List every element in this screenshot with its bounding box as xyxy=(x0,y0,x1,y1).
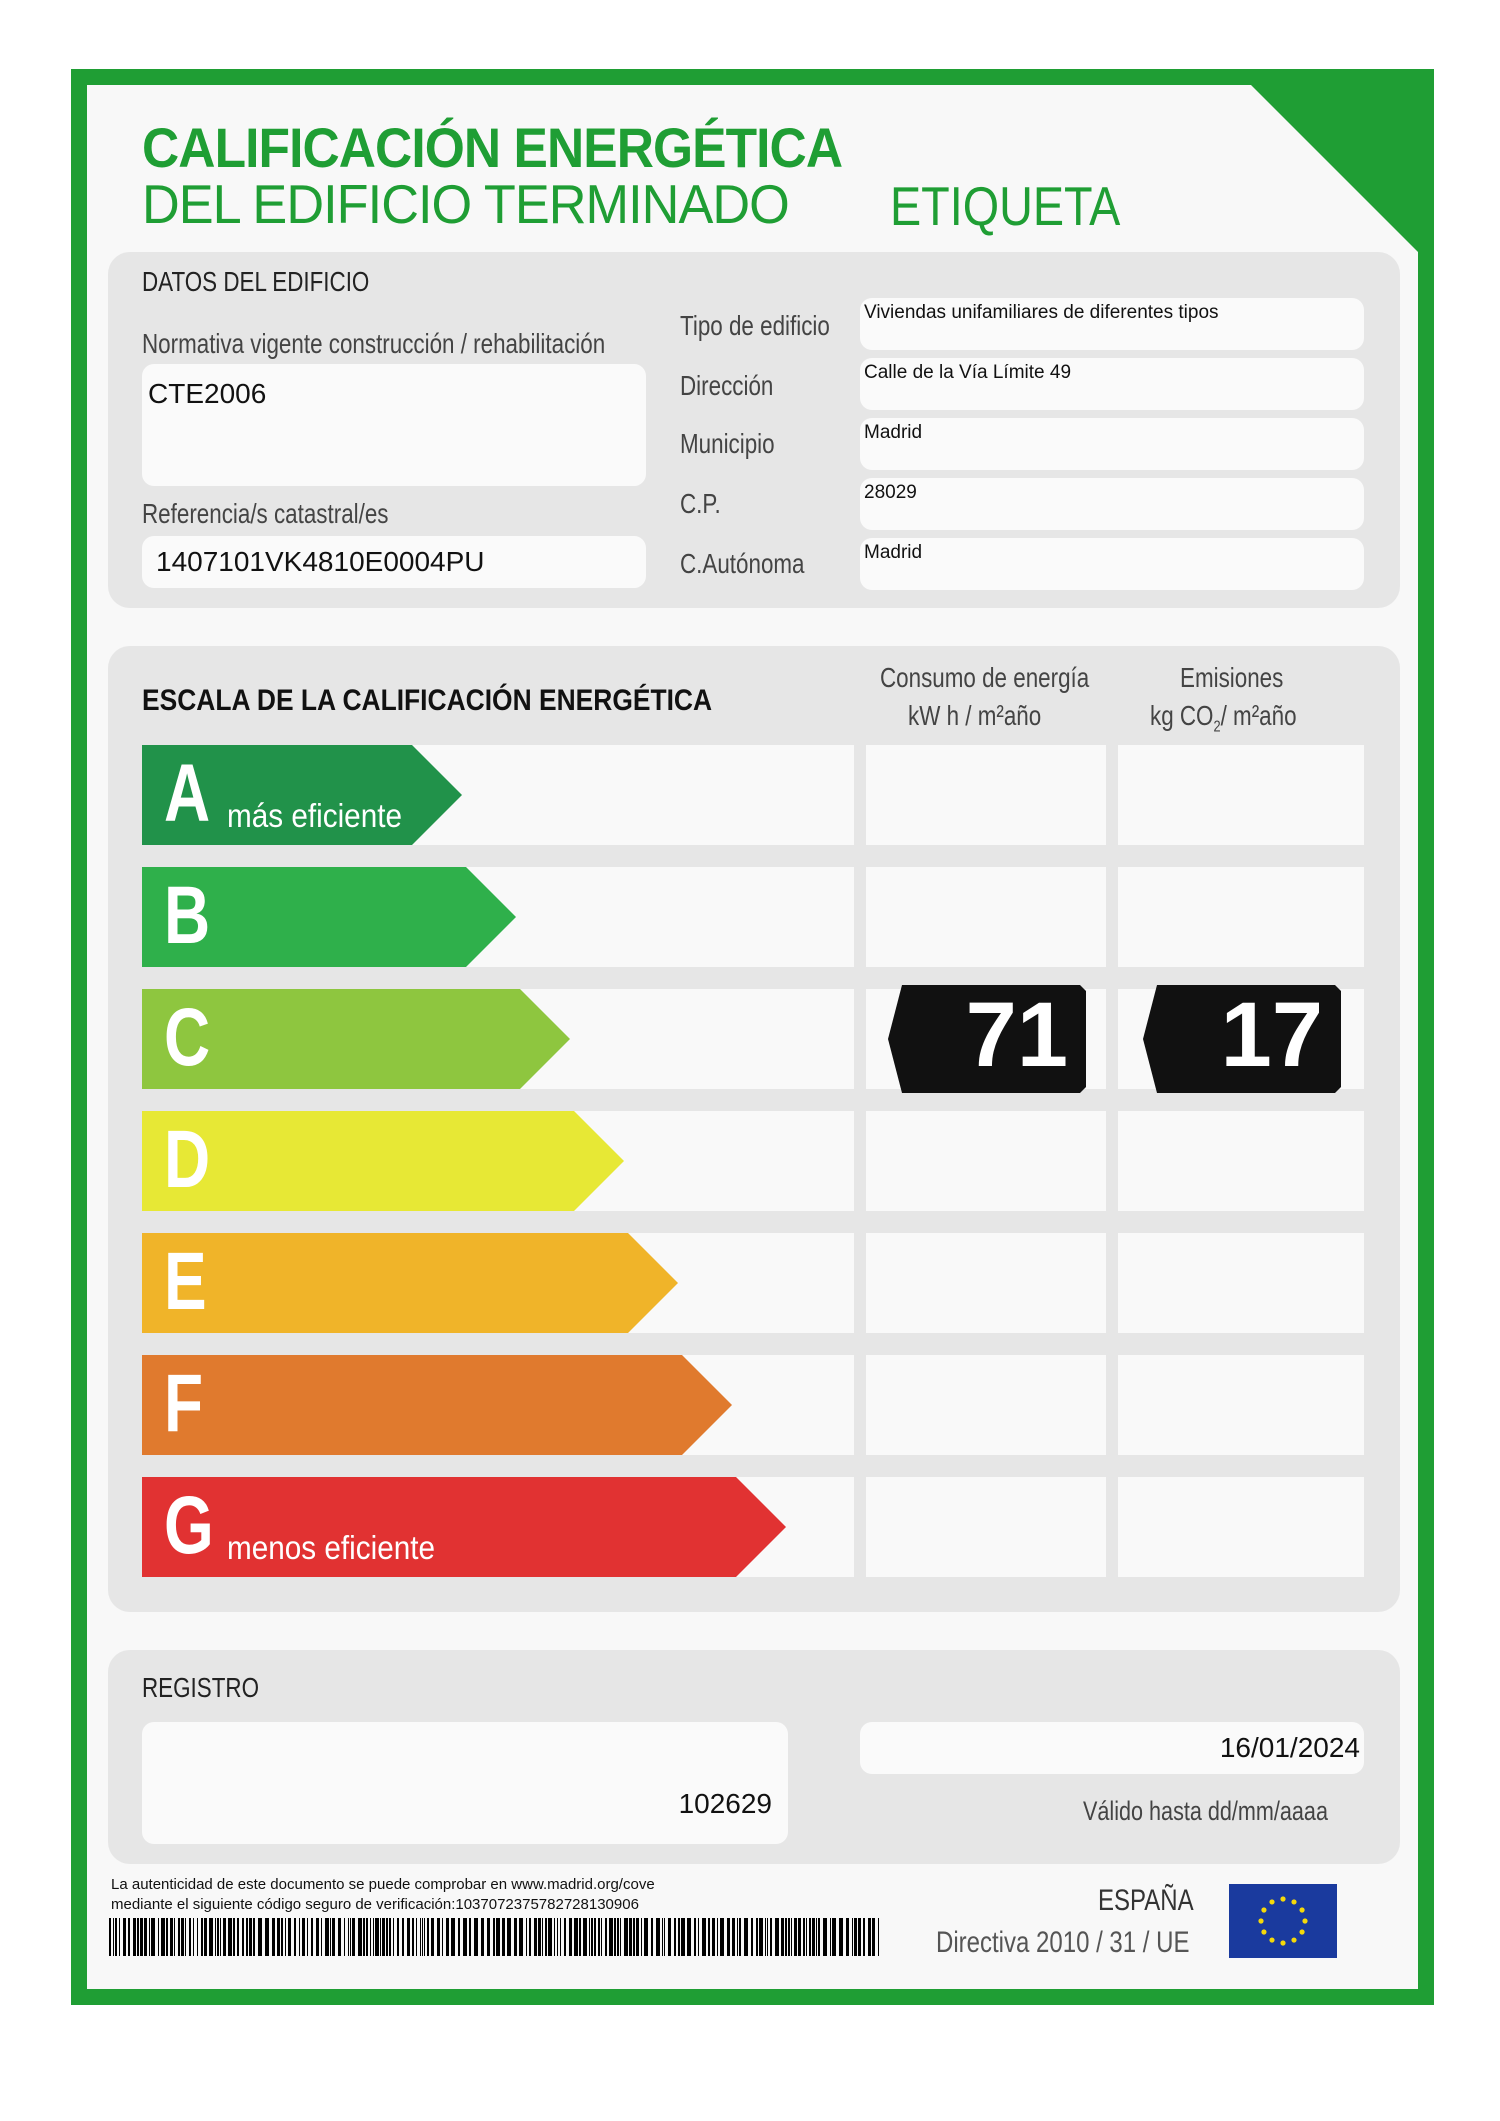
registro-date: 16/01/2024 xyxy=(1219,1732,1360,1763)
class-letter-d: D xyxy=(164,1114,211,1205)
directive-label: Directiva 2010 / 31 / UE xyxy=(936,1926,1190,1959)
cp-value: 28029 xyxy=(864,482,917,503)
auth-line-1: La autenticidad de este documento se puede comprobar en www.madrid.org/cove xyxy=(111,1876,655,1893)
class-arrow-b xyxy=(142,867,516,967)
verification-barcode xyxy=(109,1918,879,1956)
class-arrow-c xyxy=(142,989,570,1089)
autonoma-label: C.Autónoma xyxy=(680,548,805,579)
emisiones-header-2: kg $CO_2/$ m²año xyxy=(1150,700,1297,736)
tipo-label: Tipo de edificio xyxy=(680,310,830,341)
emisiones-cell-b xyxy=(1118,867,1364,967)
class-letter-a: A xyxy=(164,748,211,839)
auth-line-2: mediante el siguiente código seguro de verificación:1037072375782728130906 xyxy=(111,1896,639,1913)
title-line-2: DEL EDIFICIO TERMINADO xyxy=(142,173,789,235)
valid-until-label: Válido hasta dd/mm/aaaa xyxy=(1083,1796,1328,1826)
direccion-value: Calle de la Vía Límite 49 xyxy=(864,362,1072,383)
registro-number: 102629 xyxy=(678,1788,772,1819)
class-letter-b: B xyxy=(164,870,211,961)
consumo-cell-b xyxy=(866,867,1106,967)
class-caption-a: más eficiente xyxy=(227,797,402,834)
autonoma-field xyxy=(860,538,1364,590)
consumo-header-1: Consumo de energía xyxy=(880,662,1090,693)
consumo-cell-g xyxy=(866,1477,1106,1577)
autonoma-value: Madrid xyxy=(864,542,923,563)
referencia-label: Referencia/s catastral/es xyxy=(142,498,389,529)
emisiones-rating-badge-value: 17 xyxy=(1220,984,1323,1086)
tipo-field xyxy=(860,298,1364,350)
municipio-label: Municipio xyxy=(680,428,775,459)
normativa-field xyxy=(142,364,646,486)
class-caption-g: menos eficiente xyxy=(227,1529,436,1566)
title-line-1: CALIFICACIÓN ENERGÉTICA xyxy=(142,116,843,179)
consumo-cell-f xyxy=(866,1355,1106,1455)
tipo-value: Viviendas unifamiliares de diferentes tipos xyxy=(864,302,1219,323)
class-arrow-a xyxy=(142,745,462,845)
normativa-value: CTE2006 xyxy=(148,378,267,409)
corner-triangle xyxy=(1250,84,1420,254)
consumo-cell-d xyxy=(866,1111,1106,1211)
direccion-field xyxy=(860,358,1364,410)
class-arrow-e xyxy=(142,1233,678,1333)
direccion-label: Dirección xyxy=(680,370,774,401)
consumo-cell-a xyxy=(866,745,1106,845)
building-section-title: DATOS DEL EDIFICIO xyxy=(142,266,370,297)
class-letter-c: C xyxy=(164,992,211,1083)
consumo-cell-e xyxy=(866,1233,1106,1333)
class-letter-e: E xyxy=(164,1236,207,1327)
emisiones-cell-e xyxy=(1118,1233,1364,1333)
emisiones-header-1: Emisiones xyxy=(1180,662,1284,693)
etiqueta-label: ETIQUETA xyxy=(890,175,1121,237)
consumo-header-2: kW h / m²año xyxy=(908,700,1042,731)
consumo-rating-badge-value: 71 xyxy=(965,984,1068,1086)
class-letter-g: G xyxy=(164,1480,214,1571)
class-arrow-d xyxy=(142,1111,624,1211)
country-label: ESPAÑA xyxy=(1098,1884,1194,1917)
referencia-value: 1407101VK4810E0004PU xyxy=(156,546,485,577)
eu-flag-icon xyxy=(1229,1884,1337,1958)
referencia-field xyxy=(142,536,646,588)
emisiones-cell-g xyxy=(1118,1477,1364,1577)
class-arrow-f xyxy=(142,1355,732,1455)
municipio-field xyxy=(860,418,1364,470)
class-letter-f: F xyxy=(164,1358,204,1449)
registro-date-field xyxy=(860,1722,1364,1774)
registro-title: REGISTRO xyxy=(142,1672,259,1703)
emisiones-cell-d xyxy=(1118,1111,1364,1211)
emisiones-cell-f xyxy=(1118,1355,1364,1455)
scale-title: ESCALA DE LA CALIFICACIÓN ENERGÉTICA xyxy=(142,684,713,717)
registro-number-field xyxy=(142,1722,788,1844)
normativa-label: Normativa vigente construcción / rehabilitación xyxy=(142,328,606,359)
consumo-rating-badge xyxy=(888,985,1086,1093)
emisiones-rating-badge xyxy=(1143,985,1341,1093)
class-arrow-g xyxy=(142,1477,786,1577)
municipio-value: Madrid xyxy=(864,422,923,443)
cp-field xyxy=(860,478,1364,530)
cp-label: C.P. xyxy=(680,488,721,519)
emisiones-cell-a xyxy=(1118,745,1364,845)
